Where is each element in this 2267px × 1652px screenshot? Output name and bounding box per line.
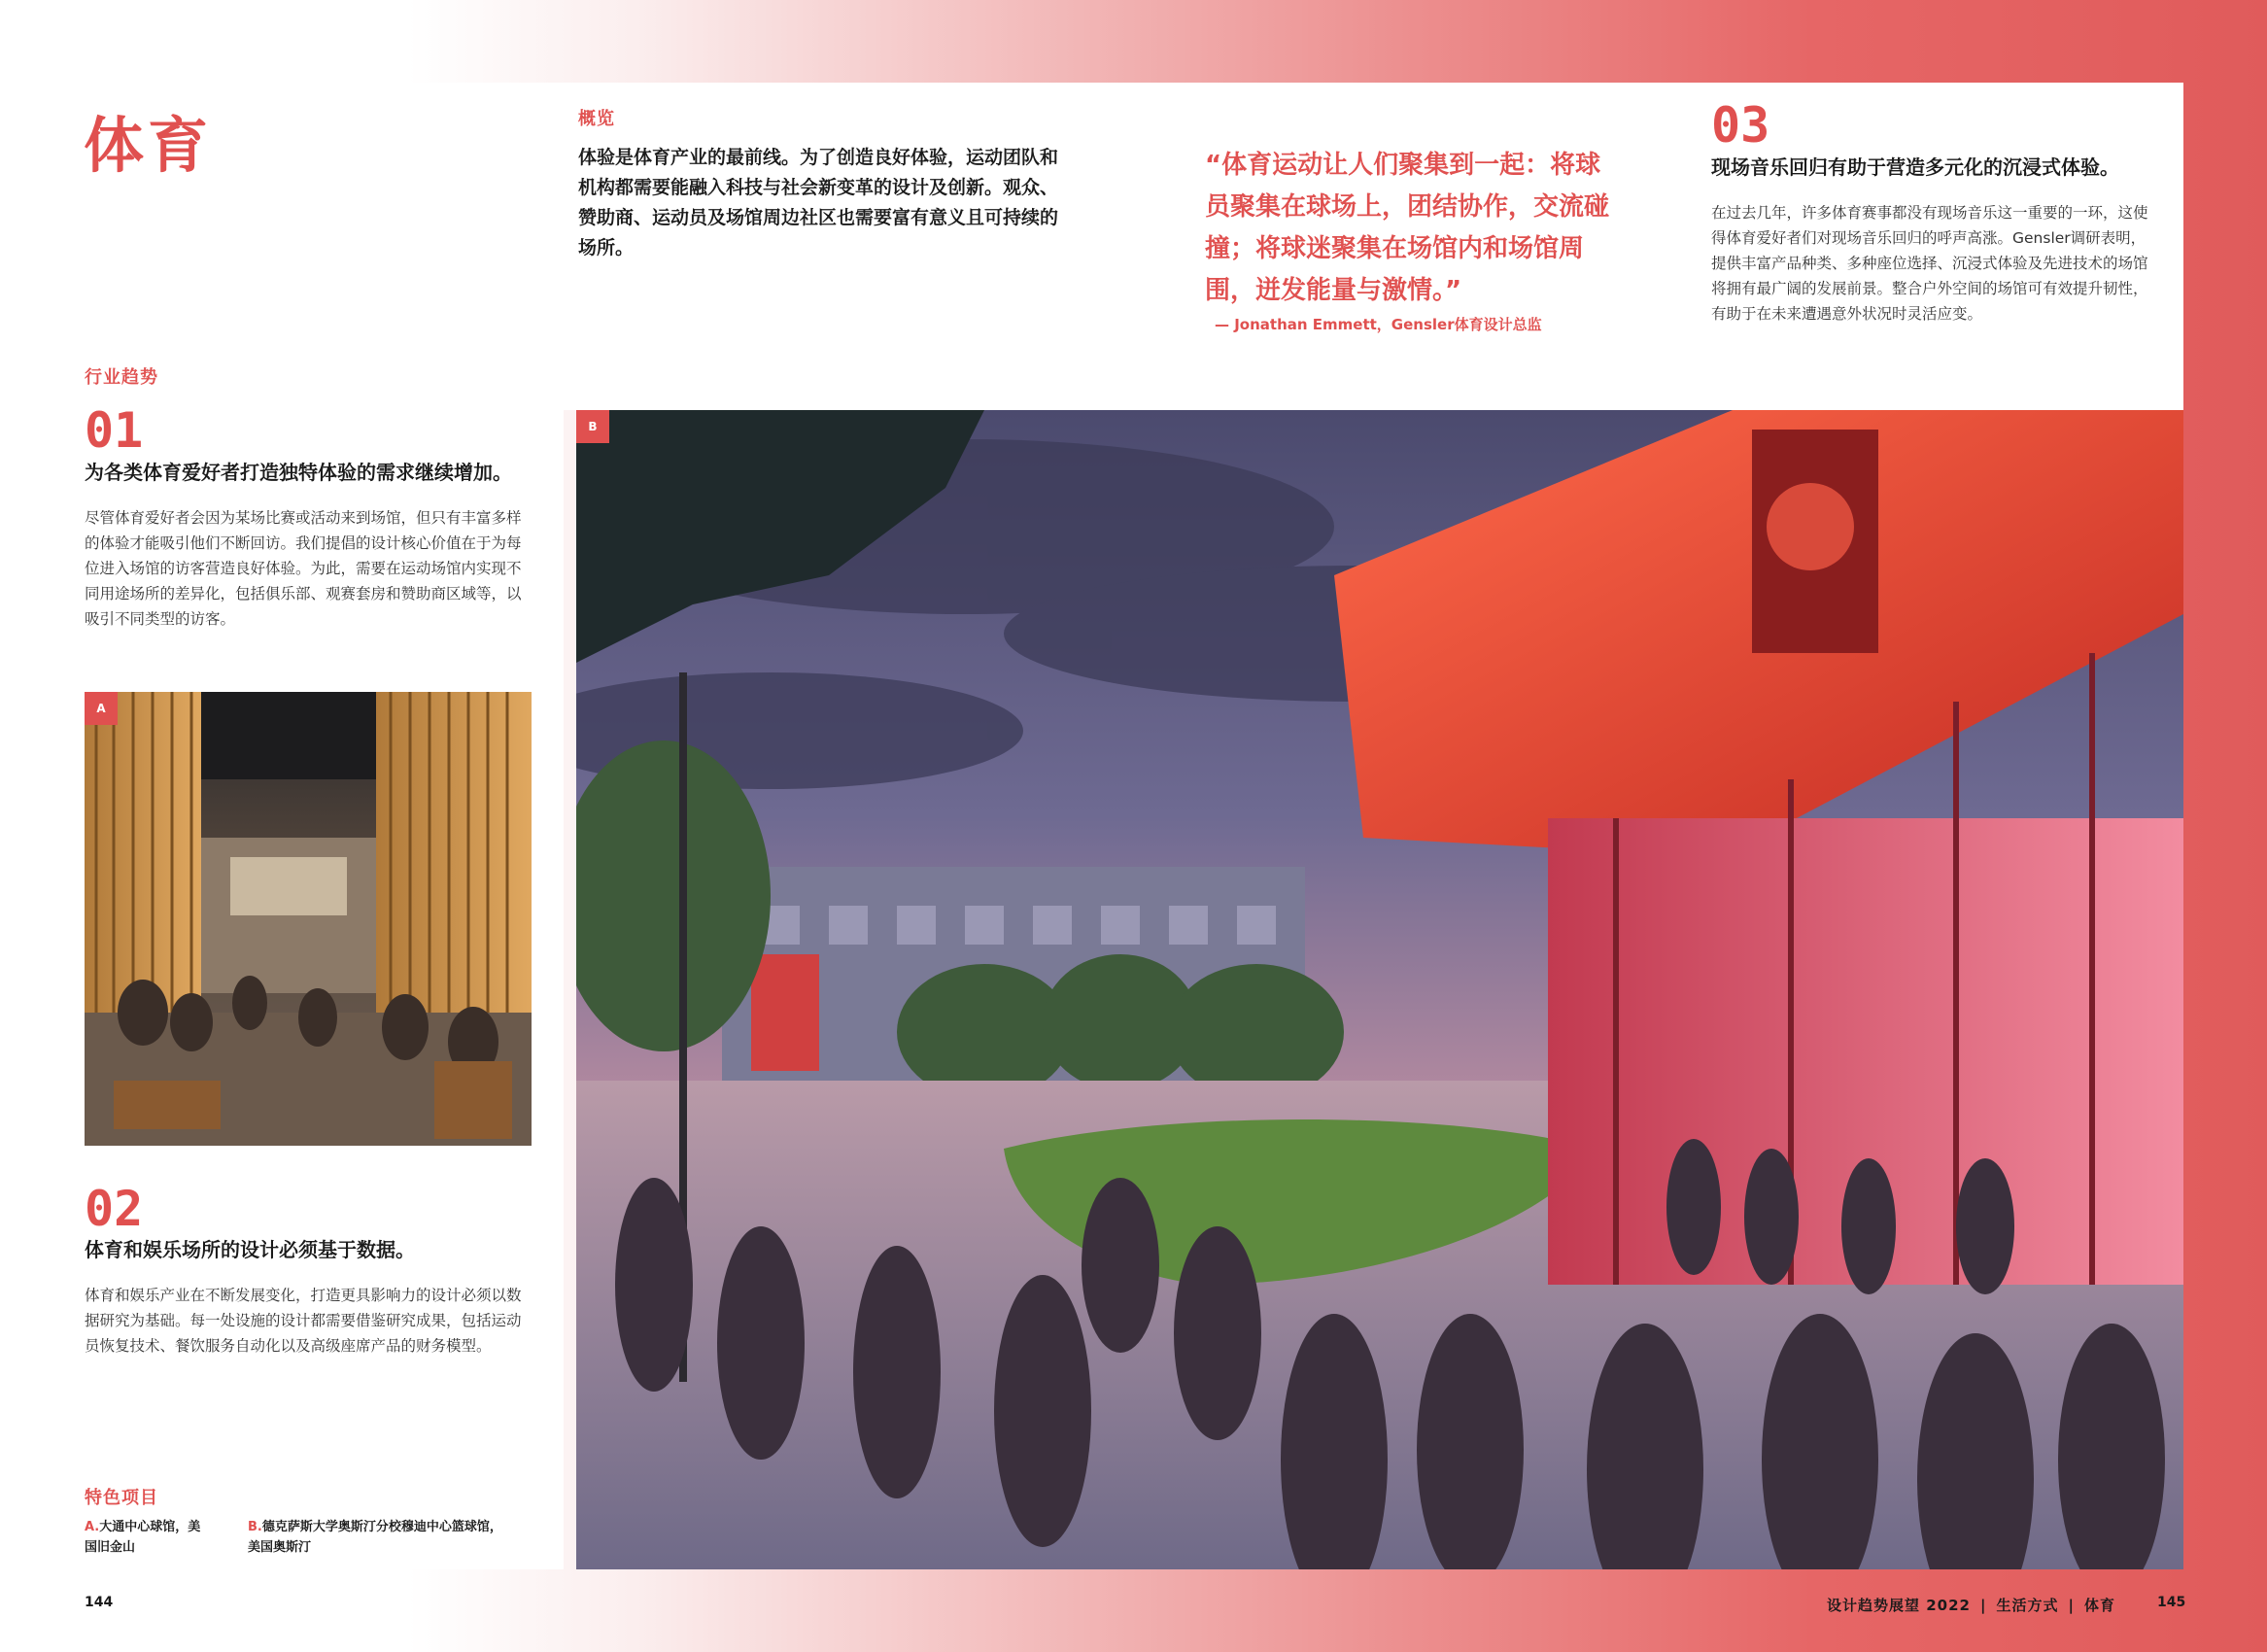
- footer-section: 生活方式: [1996, 1597, 2059, 1614]
- caption-b-letter: B.: [248, 1520, 262, 1534]
- trend-1-body: 尽管体育爱好者会因为某场比赛或活动来到场馆，但只有丰富多样的体验才能吸引他们不断回访。我们提倡的设计核心价值在于为每位进入场馆的访客营造良好体验。为此，需要在运动场馆内实现不同用途场所的差异化，包括俱乐部、观赛套房和赞助商区域等，以吸引不同类型的访客。: [85, 509, 522, 628]
- caption-b-text: 德克萨斯大学奥斯汀分校穆迪中心篮球馆，美国奥斯汀: [248, 1520, 502, 1555]
- caption-a: [85, 1517, 201, 1558]
- page-number-left: 144: [85, 1595, 114, 1610]
- footer-separator-2: |: [2068, 1597, 2075, 1614]
- trend-2-body: 体育和娱乐产业在不断发展变化，打造更具影响力的设计必须以数据研究为基础。每一处设施的设计都需要借鉴研究成果，包括运动员恢复技术、餐饮服务自动化以及高级座席产品的财务模型。: [85, 1287, 522, 1355]
- trend-3-body: 在过去几年，许多体育赛事都没有现场音乐这一重要的一环，这使得体育爱好者们对现场音乐回归的呼声高涨。Gensler调研表明，提供丰富产品种类、多种座位选择、沉浸式体验及先进技术的场馆将拥有最广阔的发展前景。整合户外空间的场馆可有效提升韧性，有助于在未来遭遇意外状况时灵活应变。: [1711, 204, 2148, 323]
- caption-b: [248, 1517, 510, 1558]
- footer-publication: 设计趋势展望 2022: [1827, 1597, 1971, 1614]
- photo-b-tag: B: [576, 410, 609, 443]
- photo-b-arena-plaza-rendering: [576, 410, 2183, 1569]
- caption-a-letter: A.: [85, 1520, 100, 1534]
- caption-a-text: 大通中心球馆，美国旧金山: [85, 1520, 201, 1555]
- trend-3-number: 03: [1711, 97, 1770, 154]
- footer-separator-1: |: [1979, 1597, 1987, 1614]
- overview-label: 概览: [578, 109, 615, 129]
- featured-projects-label: 特色项目: [85, 1488, 158, 1508]
- page-title: 体育: [84, 110, 213, 181]
- overview-lead: 体验是体育产业的最前线。为了创造良好体验，运动团队和机构都需要能融入科技与社会新变革的设计及创新。观众、赞助商、运动员及场馆周边社区也需要富有意义且可持续的场所。: [578, 147, 1059, 258]
- page-number-right: 145: [2157, 1595, 2186, 1610]
- running-footer: [1827, 1595, 2115, 1615]
- pull-quote: “体育运动让人们聚集到一起：将球员聚集在球场上，团结协作，交流碰撞；将球迷聚集在场馆内和场馆周围，迸发能量与激情。”: [1205, 151, 1610, 305]
- footer-topic: 体育: [2083, 1597, 2115, 1614]
- trend-1-number: 01: [85, 402, 144, 459]
- photo-a-arena-interior: [85, 692, 532, 1146]
- trend-1-heading: 为各类体育爱好者打造独特体验的需求继续增加。: [85, 461, 512, 484]
- photo-a-tag: A: [85, 692, 118, 725]
- trend-3-heading: 现场音乐回归有助于营造多元化的沉浸式体验。: [1711, 155, 2119, 179]
- quote-attribution: — Jonathan Emmett，Gensler体育设计总监: [1215, 316, 1542, 333]
- trend-2-number: 02: [85, 1181, 144, 1237]
- trend-2-heading: 体育和娱乐场所的设计必须基于数据。: [85, 1238, 415, 1261]
- trends-label: 行业趋势: [85, 367, 158, 388]
